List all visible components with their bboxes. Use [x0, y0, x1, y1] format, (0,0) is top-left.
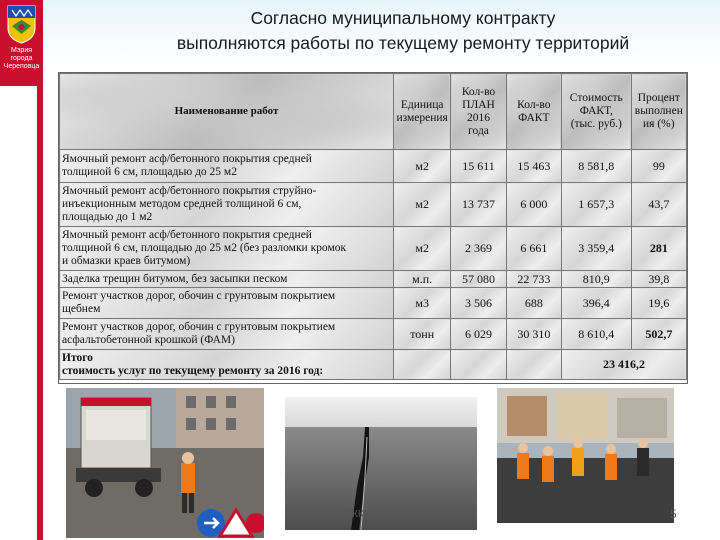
row-name: [60, 271, 394, 288]
row-cost: 8 581,8: [561, 150, 631, 183]
works-table: [59, 73, 687, 380]
row-unit: тонн: [393, 319, 450, 350]
table-row: [60, 271, 687, 288]
header-text: ФАКТ,: [579, 105, 613, 117]
total-empty-cell: [506, 350, 561, 380]
header-text: года: [468, 124, 489, 137]
row-unit: м2: [393, 227, 450, 271]
header-unit: [393, 74, 450, 150]
total-value: 23 416,2: [561, 350, 686, 380]
row-unit: м.п.: [393, 271, 450, 288]
row-name-line: площадью до 1 м2: [62, 211, 153, 223]
header-text: Единица: [400, 98, 444, 111]
row-plan: 15 611: [451, 150, 506, 183]
row-name: [60, 150, 394, 183]
sidebar-caption: [0, 47, 43, 71]
row-pct: 43,7: [631, 183, 686, 227]
row-plan: 2 369: [451, 227, 506, 271]
row-plan: 3 506: [451, 288, 506, 319]
header-text: Кол-во: [461, 85, 496, 98]
row-pct: 281: [631, 227, 686, 271]
row-name: [60, 288, 394, 319]
photo-workers-paving: [497, 388, 674, 523]
row-name-line: толщиной 6 см, площадью до 25 м2 (без разломки кромок: [62, 242, 347, 254]
page-number: 5: [670, 507, 677, 521]
row-plan: 57 080: [451, 271, 506, 288]
header-cost: [561, 74, 631, 150]
row-unit: м2: [393, 150, 450, 183]
header-pct: [631, 74, 686, 150]
row-name: [60, 319, 394, 350]
row-name-line: щебнем: [62, 303, 101, 315]
sidebar: [0, 0, 43, 540]
title-line: Согласно муниципальному контракту: [250, 8, 556, 28]
row-fact: 6 661: [506, 227, 561, 271]
row-fact: 688: [506, 288, 561, 319]
page-title: [123, 6, 683, 56]
sidebar-caption-line: Череповца: [3, 63, 40, 70]
photo-asphalt-crack: [285, 397, 477, 530]
coat-of-arms-icon: [6, 4, 37, 44]
header: [43, 0, 720, 62]
sidebar-strip: [37, 86, 43, 540]
row-cost: 8 610,4: [561, 319, 631, 350]
sidebar-caption-line: города: [10, 55, 33, 62]
row-cost: 3 359,4: [561, 227, 631, 271]
header-text: Стоимость: [569, 92, 623, 104]
header-text: (тыс. руб.): [570, 118, 622, 130]
header-fact: [506, 74, 561, 150]
row-name-line: Ямочный ремонт асф/бетонного покрытия струйно-: [62, 185, 317, 197]
total-label: [60, 350, 394, 380]
header-text: измерения: [396, 111, 448, 124]
row-name-line: инъекционным методом средней толщиной 6 см,: [62, 198, 302, 210]
header-text: Кол-во: [517, 98, 551, 111]
table-row: [60, 227, 687, 271]
row-cost: 810,9: [561, 271, 631, 288]
header-text: Процент: [637, 92, 680, 104]
row-name-line: и обмазки краев битумом): [62, 255, 191, 267]
table-row: [60, 183, 687, 227]
total-label-line: Итого: [62, 351, 93, 364]
sidebar-brand-block: [0, 0, 43, 86]
row-name-line: Ямочный ремонт асф/бетонного покрытия средней: [62, 229, 312, 241]
table-total-row: [60, 350, 687, 380]
total-label-line: стоимость услуг по текущему ремонту за 2016 год:: [62, 364, 324, 377]
row-fact: 15 463: [506, 150, 561, 183]
table-row: [60, 150, 687, 183]
row-pct: 19,6: [631, 288, 686, 319]
row-name-line: Ремонт участков дорог, обочин с грунтовым покрытием: [62, 321, 336, 333]
title-line: выполняются работы по текущему ремонту территорий: [176, 33, 630, 53]
sidebar-caption-line: Мэрия: [10, 47, 33, 54]
row-name: [60, 183, 394, 227]
header-text: ия (%): [643, 118, 675, 130]
row-cost: 396,4: [561, 288, 631, 319]
total-empty-cell: [451, 350, 506, 380]
row-unit: м3: [393, 288, 450, 319]
footer-org: ДЖКХ: [342, 509, 371, 520]
total-empty-cell: [393, 350, 450, 380]
row-name-line: Ремонт участков дорог, обочин с грунтовым покрытием: [62, 290, 336, 302]
row-name-line: Заделка трещин битумом, без засыпки песком: [62, 272, 288, 285]
row-cost: 1 657,3: [561, 183, 631, 227]
header-text: выполнен: [634, 105, 683, 117]
row-fact: 30 310: [506, 319, 561, 350]
header-text: 2016: [467, 111, 490, 124]
row-unit: м2: [393, 183, 450, 227]
row-plan: 13 737: [451, 183, 506, 227]
header-text: ФАКТ: [518, 111, 550, 124]
row-pct: 99: [631, 150, 686, 183]
row-name-line: асфальтобетонной крошкой (ФАМ): [62, 334, 235, 346]
photo-road-repair-truck: [66, 388, 264, 538]
row-name-line: толщиной 6 см, площадью до 25 м2: [62, 166, 237, 178]
header-text: ПЛАН: [462, 98, 495, 111]
row-pct: 502,7: [631, 319, 686, 350]
row-name-line: Ямочный ремонт асф/бетонного покрытия средней: [62, 153, 312, 165]
header-name: Наименование работ: [60, 74, 394, 150]
header-plan: [451, 74, 506, 150]
row-fact: 6 000: [506, 183, 561, 227]
table-row: [60, 288, 687, 319]
row-name: [60, 227, 394, 271]
row-plan: 6 029: [451, 319, 506, 350]
table-header-row: [60, 74, 687, 150]
works-table-container: [58, 72, 688, 384]
row-pct: 39,8: [631, 271, 686, 288]
row-fact: 22 733: [506, 271, 561, 288]
table-row: [60, 319, 687, 350]
